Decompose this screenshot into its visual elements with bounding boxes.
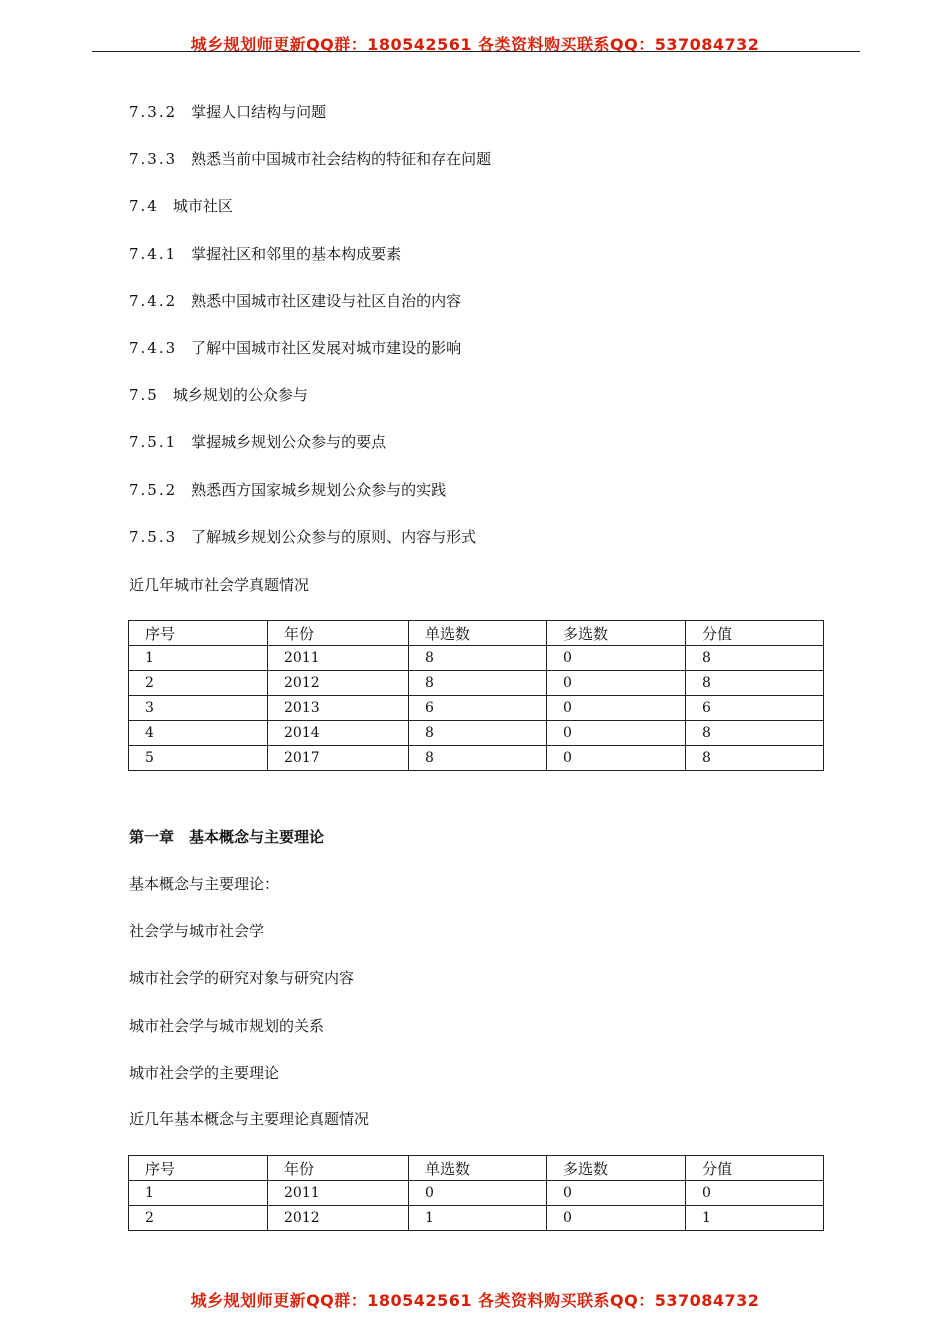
table-row <box>129 696 824 721</box>
table-cell: 8 <box>686 671 824 696</box>
table-cell: 2011 <box>268 1181 409 1206</box>
table-cell: 2013 <box>268 696 409 721</box>
table-cell: 1 <box>129 1181 268 1206</box>
table2-caption: 近几年基本概念与主要理论真题情况 <box>129 1110 370 1128</box>
table-cell: 0 <box>547 1206 686 1231</box>
table-cell: 8 <box>686 721 824 746</box>
outline-item-number: 7.4.1 <box>129 244 178 263</box>
outline-item <box>129 527 476 547</box>
table-cell: 1 <box>129 646 268 671</box>
table-cell: 4 <box>129 721 268 746</box>
table-cell: 8 <box>409 671 547 696</box>
table-cell: 1 <box>409 1206 547 1231</box>
outline-item-text: 掌握人口结构与问题 <box>191 103 327 121</box>
outline-item <box>129 102 326 122</box>
outline-item <box>129 149 491 169</box>
table-header-cell: 序号 <box>129 621 268 646</box>
outline-item-text: 熟悉中国城市社区建设与社区自治的内容 <box>191 291 462 310</box>
chapter-1-line: 社会学与城市社会学 <box>129 922 265 941</box>
outline-item-text: 了解城乡规划公众参与的原则、内容与形式 <box>191 527 477 546</box>
outline-item-number: 7.3.2 <box>129 103 178 121</box>
table-row <box>129 671 824 696</box>
table-cell: 8 <box>409 721 547 746</box>
outline-item-text: 掌握社区和邻里的基本构成要素 <box>191 244 402 263</box>
table-cell: 0 <box>547 671 686 696</box>
table-header-cell: 多选数 <box>547 1156 686 1181</box>
table-cell: 8 <box>686 746 824 771</box>
table-row <box>129 1206 824 1231</box>
table-cell: 0 <box>547 1181 686 1206</box>
outline-item-text: 了解中国城市社区发展对城市建设的影响 <box>191 339 462 357</box>
table-cell: 6 <box>686 696 824 721</box>
chapter-1-title: 第一章 基本概念与主要理论 <box>129 828 325 846</box>
table1-caption: 近几年城市社会学真题情况 <box>129 576 310 594</box>
table-cell: 0 <box>547 646 686 671</box>
table-header-cell: 分值 <box>686 1156 824 1181</box>
table-cell: 0 <box>686 1181 824 1206</box>
table-cell: 5 <box>129 746 268 771</box>
outline-item-text: 城市社区 <box>172 197 233 216</box>
outline-item-number: 7.4.2 <box>129 291 178 310</box>
table-header-row <box>129 621 824 646</box>
outline-item <box>129 338 461 358</box>
table-cell: 2012 <box>268 1206 409 1231</box>
table-cell: 6 <box>409 696 547 721</box>
table-cell: 8 <box>686 646 824 671</box>
outline-item <box>129 244 401 264</box>
chapter-1-line: 城市社会学的研究对象与研究内容 <box>129 969 355 988</box>
table-cell: 2 <box>129 1206 268 1231</box>
table-header-cell: 年份 <box>268 1156 409 1181</box>
table-header-cell: 多选数 <box>547 621 686 646</box>
table-header-cell: 分值 <box>686 621 824 646</box>
outline-item <box>129 385 308 405</box>
table-cell: 0 <box>547 721 686 746</box>
outline-item-number: 7.4 <box>129 197 159 216</box>
table-row <box>129 1181 824 1206</box>
table-cell: 2 <box>129 671 268 696</box>
table-header-cell: 序号 <box>129 1156 268 1181</box>
table-cell: 8 <box>409 646 547 671</box>
outline-item-number: 7.5.3 <box>129 527 178 546</box>
table-cell: 2014 <box>268 721 409 746</box>
table-cell: 1 <box>686 1206 824 1231</box>
outline-item-number: 7.5.1 <box>129 433 178 452</box>
outline-item-number: 7.4.3 <box>129 339 178 357</box>
table-header-cell: 年份 <box>268 621 409 646</box>
table-row <box>129 646 824 671</box>
table-cell: 2017 <box>268 746 409 771</box>
table-row <box>129 721 824 746</box>
table-cell: 0 <box>547 696 686 721</box>
header-banner: 城乡规划师更新QQ群：180542561 各类资料购买联系QQ：537084732 <box>190 35 760 54</box>
table-row <box>129 746 824 771</box>
outline-item-text: 熟悉当前中国城市社会结构的特征和存在问题 <box>191 150 492 169</box>
header-rule <box>92 51 860 52</box>
table-header-row <box>129 1156 824 1181</box>
chapter-1-line: 城市社会学的主要理论 <box>129 1063 280 1082</box>
table-cell: 3 <box>129 696 268 721</box>
table-header-cell: 单选数 <box>409 1156 547 1181</box>
table-header-cell: 单选数 <box>409 621 547 646</box>
table-cell: 2011 <box>268 646 409 671</box>
outline-item <box>129 432 386 452</box>
chapter-1-line: 城市社会学与城市规划的关系 <box>129 1016 325 1035</box>
table-basic-concepts-exam-stats <box>128 1155 824 1231</box>
table-cell: 2012 <box>268 671 409 696</box>
footer-banner: 城乡规划师更新QQ群：180542561 各类资料购买联系QQ：537084732 <box>190 1291 760 1310</box>
table-cell: 0 <box>547 746 686 771</box>
outline-item-text: 熟悉西方国家城乡规划公众参与的实践 <box>191 480 447 499</box>
chapter-1-line: 基本概念与主要理论： <box>129 875 280 893</box>
outline-item-number: 7.3.3 <box>129 150 178 169</box>
outline-item <box>129 291 461 311</box>
outline-item <box>129 480 446 500</box>
outline-item-number: 7.5 <box>129 386 159 405</box>
outline-item <box>129 196 233 216</box>
outline-item-text: 城乡规划的公众参与 <box>172 386 308 405</box>
table-cell: 0 <box>409 1181 547 1206</box>
outline-item-number: 7.5.2 <box>129 480 178 499</box>
outline-item-text: 掌握城乡规划公众参与的要点 <box>191 433 387 452</box>
table-urban-sociology-exam-stats <box>128 620 824 771</box>
table-cell: 8 <box>409 746 547 771</box>
